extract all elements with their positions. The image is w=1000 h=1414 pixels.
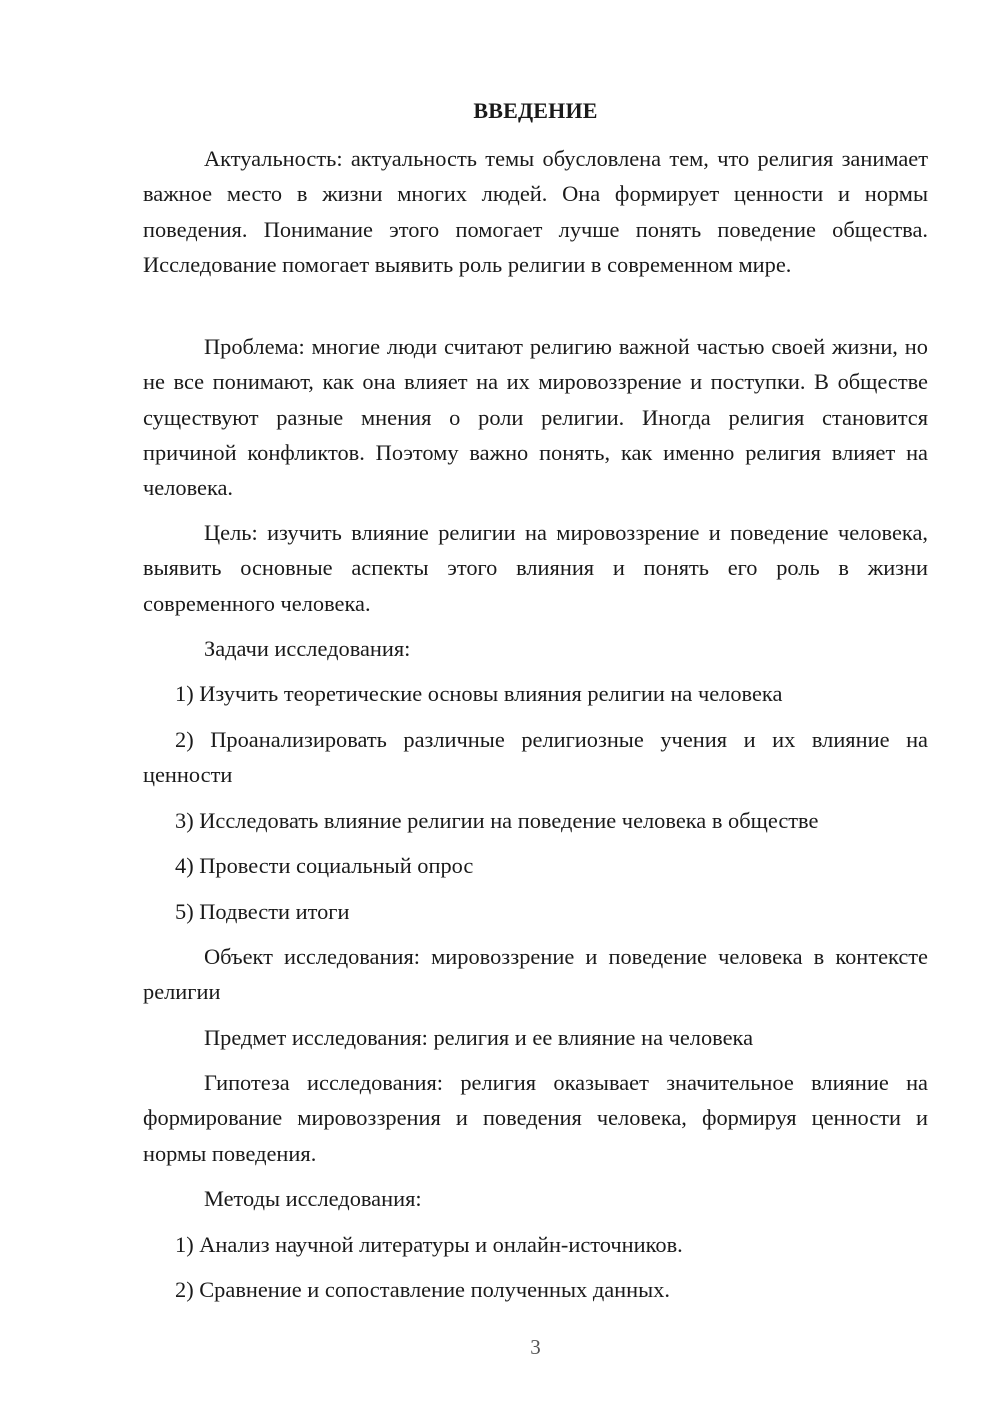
task-item: 5) Подвести итоги bbox=[175, 899, 350, 924]
section-title: ВВЕДЕНИЕ bbox=[473, 98, 598, 123]
task-item: 2) Проанализировать различные религиозные учения и их влияние на ценности bbox=[143, 727, 928, 788]
subject-paragraph: Предмет исследования: религия и ее влияние на человека bbox=[204, 1025, 754, 1050]
hypothesis-paragraph: Гипотеза исследования: религия оказывает значительное влияние на формирование мировоззрения и поведения человека, формируя ценности и нормы поведения. bbox=[143, 1070, 928, 1166]
document-page bbox=[143, 0, 928, 1414]
task-item: 3) Исследовать влияние религии на поведение человека в обществе bbox=[175, 808, 819, 833]
method-item: 1) Анализ научной литературы и онлайн-источников. bbox=[175, 1232, 683, 1257]
method-item: 2) Сравнение и сопоставление полученных данных. bbox=[175, 1277, 670, 1302]
task-item: 4) Провести социальный опрос bbox=[175, 853, 474, 878]
tasks-heading: Задачи исследования: bbox=[204, 636, 411, 661]
object-paragraph: Объект исследования: мировоззрение и поведение человека в контексте религии bbox=[143, 944, 928, 1005]
page-number: 3 bbox=[530, 1335, 541, 1359]
methods-heading: Методы исследования: bbox=[204, 1186, 422, 1211]
problem-paragraph: Проблема: многие люди считают религию важной частью своей жизни, но не все понимают, как она влияет на их мировоззрение и поступки. В обществе существуют разные мнения о роли религии. Иногда религия становится причиной конфликтов. Поэтому важно понять, как именно религия влияет на человека. bbox=[143, 334, 928, 501]
relevance-paragraph: Актуальность: актуальность темы обусловлена тем, что религия занимает важное место в жизни многих людей. Она формирует ценности и нормы поведения. Понимание этого помогает лучше понять поведение общества. Исследование помогает выявить роль религии в современном мире. bbox=[143, 146, 928, 277]
task-item: 1) Изучить теоретические основы влияния религии на человека bbox=[175, 681, 783, 706]
goal-paragraph: Цель: изучить влияние религии на мировоззрение и поведение человека, выявить основные аспекты этого влияния и понять его роль в жизни современного человека. bbox=[143, 520, 928, 616]
